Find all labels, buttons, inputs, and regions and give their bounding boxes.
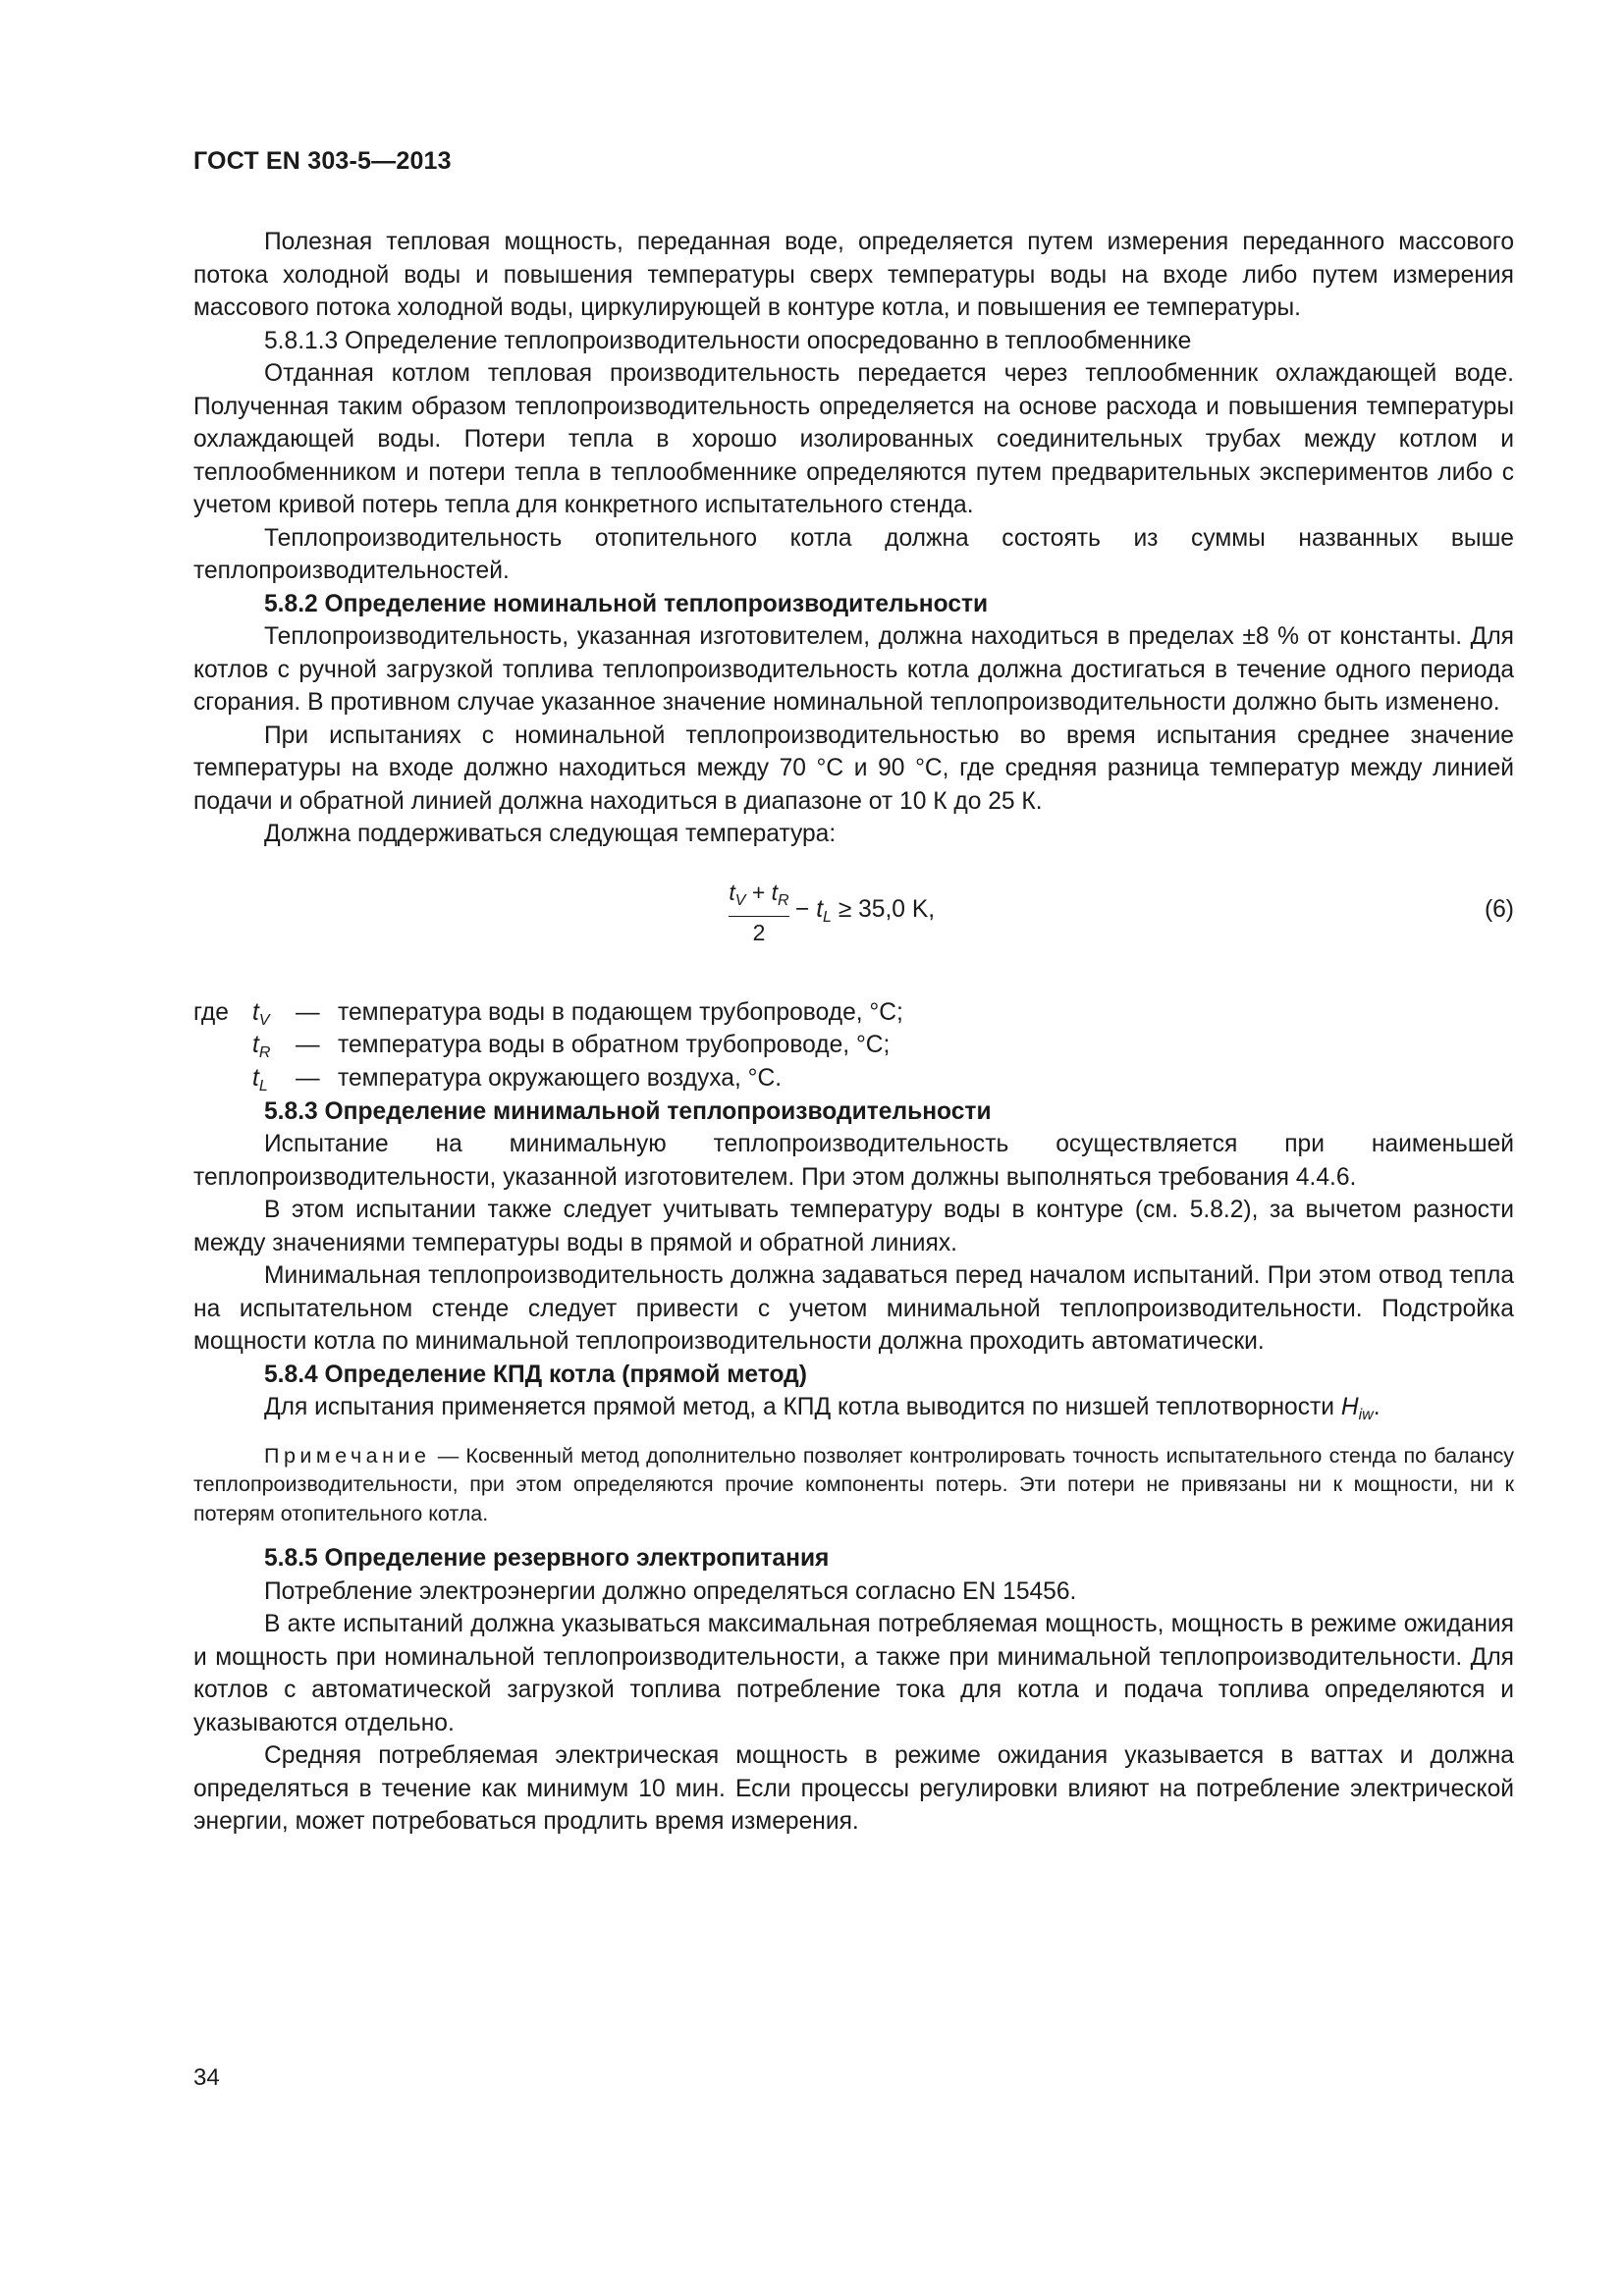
paragraph: При испытаниях с номинальной теплопроизводительностью во время испытания среднее значение температуры на входе должно находиться между 70 °С и 90 °С, где средняя разница температур между линией подачи и обратной линией должна находиться в диапазоне от 10 К до 25 К. bbox=[193, 721, 1514, 815]
note-text: — Косвенный метод дополнительно позволяет контролировать точность испытательного стенда по балансу теплопроизводительности, при этом определяются прочие компоненты потерь. Эти потери не привязаны ни к мощности, ни к потерям отопительного котла. bbox=[193, 1443, 1514, 1525]
legend-prefix: где bbox=[193, 998, 229, 1026]
formula-number: (6) bbox=[1484, 895, 1514, 923]
paragraph: Теплопроизводительность, указанная изготовителем, должна находиться в пределах ±8 % от константы. Для котлов с ручной загрузкой топлива теплопроизводительность котла должна достигаться в течение одного периода сгорания. В противном случае указанное значение номинальной теплопроизводительности должно быть изменено. bbox=[193, 623, 1514, 716]
section-5-8-1-3-title: 5.8.1.3 Определение теплопроизводительности опосредованно в теплообменнике bbox=[264, 327, 1192, 354]
note-label: Примечание bbox=[264, 1443, 431, 1468]
note bbox=[193, 1442, 1514, 1529]
legend-symbol: $t_R$ bbox=[252, 1032, 271, 1061]
section-5-8-3-heading: 5.8.3 Определение минимальной теплопроизводительности bbox=[264, 1097, 992, 1125]
formula-denominator: 2 bbox=[752, 919, 766, 945]
paragraph: Потребление электроэнергии должно определяться согласно EN 15456. bbox=[264, 1577, 1077, 1605]
legend-symbol: $t_V$ bbox=[252, 998, 270, 1029]
formula-6 bbox=[193, 873, 1514, 975]
paragraph: Минимальная теплопроизводительность должна задаваться перед началом испытаний. При этом отвод тепла на испытательном стенде следует привести с учетом минимальной теплопроизводительности. Подстройка мощности котла по минимальной теплопроизводительности должна проходить автоматически. bbox=[193, 1262, 1514, 1355]
paragraph: В акте испытаний должна указываться максимальная потребляемая мощность, мощность в режиме ожидания и мощность при номинальной теплопроизводительности, а также при минимальной теплопроизводительности. Для котлов с автоматической загрузкой топлива потребление тока для котла и подача топлива определяются и указываются отдельно. bbox=[193, 1611, 1514, 1736]
legend-row: $t_R$ — температура воды в обратном трубопроводе, °С; bbox=[193, 1029, 890, 1070]
section-5-8-2-heading: 5.8.2 Определение номинальной теплопроизводительности bbox=[264, 590, 989, 617]
section-5-8-5-heading: 5.8.5 Определение резервного электропитания bbox=[264, 1545, 830, 1572]
document-header: ГОСТ EN 303-5—2013 bbox=[193, 147, 452, 175]
paragraph: Полезная тепловая мощность, переданная воде, определяется путем измерения переданного массового потока холодной воды и повышения температуры сверх температуры воды на входе либо путем измерения массового потока холодной воды, циркулирующей в контуре котла, и повышения ее температуры. bbox=[193, 229, 1514, 321]
page-number: 34 bbox=[193, 2064, 220, 2091]
formula-fraction bbox=[729, 879, 789, 946]
paragraph: В этом испытании также следует учитывать температуру воды в контуре (см. 5.8.2), за вычетом разности между значениями температуры воды в прямой и обратной линиях. bbox=[193, 1197, 1514, 1256]
document-body bbox=[193, 226, 1514, 1839]
page bbox=[193, 147, 1514, 1835]
paragraph: Отданная котлом тепловая производительность передается через теплообменник охлаждающей воде. Полученная таким образом теплопроизводительность определяется на основе расхода и повышения температуры охлаждающей воды. Потери тепла в хорошо изолированных соединительных трубах между котлом и теплообменником и потери тепла в теплообменнике определяются путем предварительных экспериментов либо с учетом кривой потерь тепла для конкретного испытательного стенда. bbox=[193, 360, 1514, 518]
symbol-legend bbox=[193, 996, 1514, 1095]
legend-row: где $t_V$ — температура воды в подающем трубопроводе, °С; bbox=[193, 996, 903, 1038]
section-5-8-4-heading: 5.8.4 Определение КПД котла (прямой метод) bbox=[264, 1361, 807, 1388]
paragraph: Средняя потребляемая электрическая мощность в режиме ожидания указывается в ваттах и должна определяться в течение как минимум 10 мин. Если процессы регулировки влияют на потребление электрической энергии, может потребоваться продлить время измерения. bbox=[193, 1742, 1514, 1835]
paragraph: Должна поддерживаться следующая температура: bbox=[264, 821, 837, 847]
paragraph: Испытание на минимальную теплопроизводительность осуществляется при наименьшей теплопроизводительности, указанной изготовителем. При этом должны выполняться требования 4.4.6. bbox=[193, 1131, 1514, 1191]
paragraph: Для испытания применяется прямой метод, а КПД котла выводится по низшей теплотворности $H_{iw}$. bbox=[264, 1394, 1380, 1423]
legend-symbol: $t_L$ bbox=[252, 1064, 268, 1095]
legend-row: $t_L$ — температура окружающего воздуха, °С. bbox=[193, 1062, 782, 1103]
formula-rhs: − $t_L \ge 35,0$ K, bbox=[795, 895, 936, 926]
paragraph: Теплопроизводительность отопительного котла должна состоять из суммы названных выше теплопроизводительностей. bbox=[193, 524, 1514, 584]
formula-numerator: $t_V + t_R$ bbox=[729, 879, 789, 917]
